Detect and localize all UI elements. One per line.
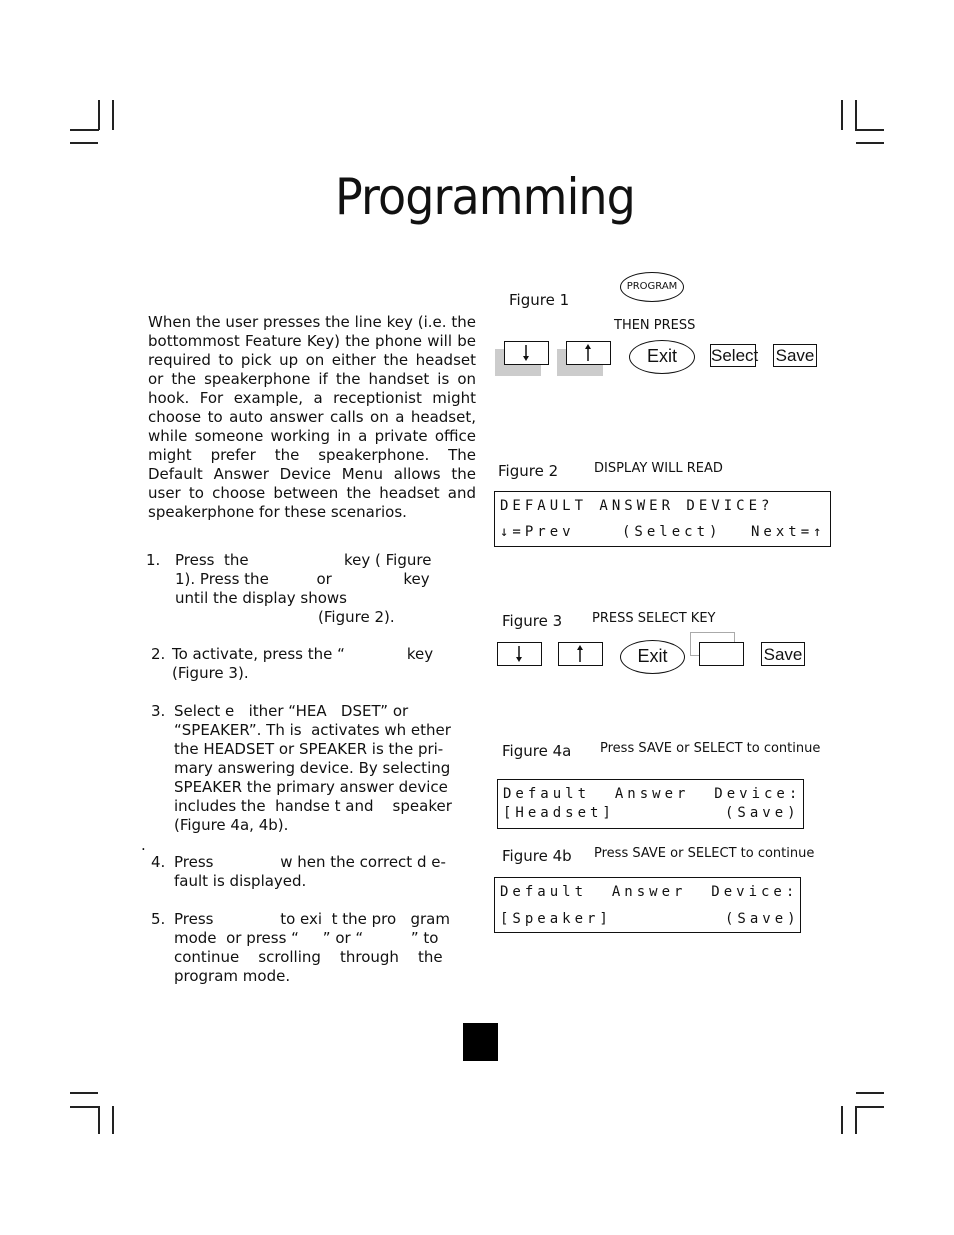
press-select-key-label: PRESS SELECT KEY (592, 611, 716, 626)
lcd-line-1: Default Answer Device: (503, 786, 802, 802)
step-line: until the display shows (175, 589, 347, 607)
step-line: Press w hen the correct d e- (174, 853, 446, 871)
display-will-read-label: DISPLAY WILL READ (594, 461, 723, 476)
figure-2-label: Figure 2 (498, 462, 559, 480)
figure-4b-caption: Press SAVE or SELECT to continue (594, 846, 815, 861)
stray-dot: . (141, 836, 146, 854)
step-number: 3. (151, 702, 166, 720)
step-number: 2. (151, 645, 166, 663)
lcd-prev: ↓=Prev (500, 524, 575, 540)
lcd-line-1: Default Answer Device: (500, 884, 799, 900)
figure-1-label: Figure 1 (509, 291, 570, 309)
step-line: 1). Press the or key (175, 570, 430, 588)
step-line: mode or press “ ” or “ ” to (174, 929, 439, 947)
step-line: the HEADSET or SPEAKER is the pri- (174, 740, 444, 758)
step-line: (Figure 2). (175, 608, 395, 626)
lcd-display (494, 491, 831, 547)
lcd-next: Next=↑ (751, 524, 826, 540)
step-line: To activate, press the “ key (172, 645, 434, 663)
up-arrow-icon (559, 643, 601, 664)
figure-3-label: Figure 3 (502, 612, 563, 630)
step-line: (Figure 4a, 4b). (174, 816, 289, 834)
intro-paragraph: When the user presses the line key (i.e. the bottommost Feature Key) the phone will be required to pick up on either the headset or the speakerphone if the handset is on hook. For example, a receptionist might choose to auto answer calls on a headset, while someone working in a private office might prefer the speakerphone. The Default Answer Device Menu allows the user to choose between the headset and speakerphone for these scenarios. (148, 313, 476, 521)
page-number-block (463, 1023, 498, 1061)
step-line: mary answering device. By selecting (174, 759, 451, 777)
exit-button[interactable]: Exit (620, 640, 685, 674)
save-button[interactable]: Save (773, 344, 817, 367)
down-arrow-icon (498, 643, 540, 664)
lcd-display (497, 779, 804, 829)
down-arrow-icon (505, 342, 547, 363)
lcd-line-1: DEFAULT ANSWER DEVICE? (500, 498, 774, 514)
step-line: “SPEAKER”. Th is activates wh ether (174, 721, 451, 739)
step-number: 4. (151, 853, 166, 871)
step-line: Press the key ( Figure (175, 551, 432, 569)
figure-4a-label: Figure 4a (502, 742, 572, 760)
page-title: Programming (335, 168, 635, 226)
program-button[interactable]: PROGRAM (620, 272, 684, 302)
lcd-option: [Speaker] (500, 911, 612, 927)
up-arrow-key[interactable] (558, 642, 603, 666)
step-line: SPEAKER the primary answer device (174, 778, 448, 796)
figure-4a-caption: Press SAVE or SELECT to continue (600, 741, 821, 756)
step-line: includes the handse t and speaker (174, 797, 452, 815)
figure-4b-label: Figure 4b (502, 847, 572, 865)
lcd-option: [Headset] (503, 805, 615, 821)
lcd-save: (Save) (725, 805, 800, 821)
exit-button[interactable]: Exit (629, 340, 695, 374)
up-arrow-icon (567, 342, 609, 363)
down-arrow-key[interactable] (504, 341, 549, 365)
step-line: program mode. (174, 967, 291, 985)
save-button[interactable]: Save (761, 642, 805, 666)
lcd-save: (Save) (725, 911, 800, 927)
select-button[interactable]: Select (711, 346, 759, 365)
up-arrow-key[interactable] (566, 341, 611, 365)
step-line: continue scrolling through the (174, 948, 443, 966)
lcd-select: (Select) (622, 524, 722, 540)
step-line: Select e ither “HEA DSET” or (174, 702, 409, 720)
select-key[interactable] (699, 642, 744, 666)
then-press-label: THEN PRESS (614, 318, 696, 333)
step-line: Press to exi t the pro gram (174, 910, 450, 928)
down-arrow-key[interactable] (497, 642, 542, 666)
step-line: (Figure 3). (172, 664, 249, 682)
step-line: fault is displayed. (174, 872, 307, 890)
step-number: 5. (151, 910, 166, 928)
step-number: 1. (146, 551, 161, 569)
lcd-display (494, 877, 801, 933)
